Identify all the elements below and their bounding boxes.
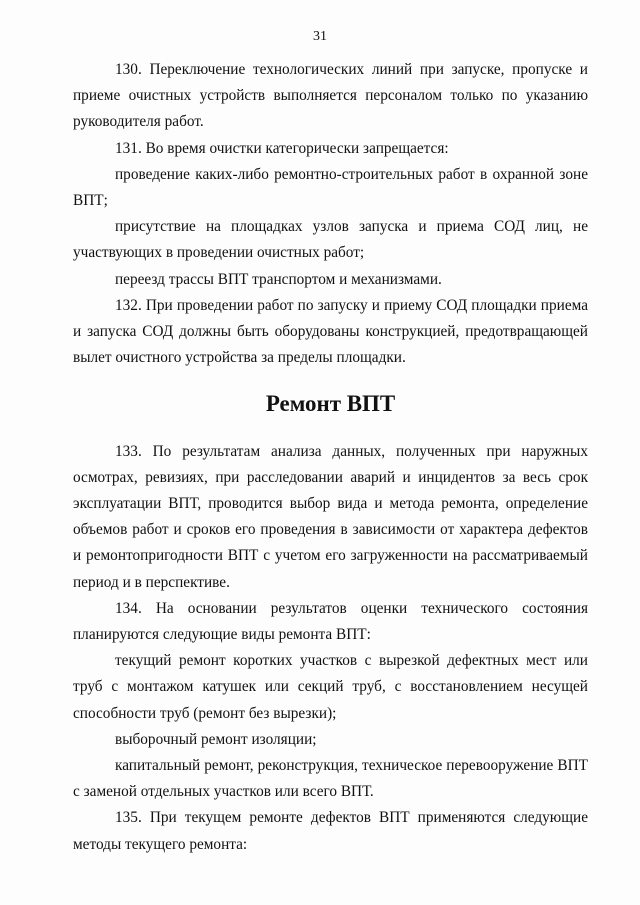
paragraph-133: 133. По результатам анализа данных, полученных при наружных осмотрах, ревизиях, при расследовании аварий и инцидентов за весь срок эксплуатации ВПТ, проводится выбор вида и метода ремонта, определение объемов работ и сроков его проведения в зависимости от характера дефектов и ремонтопригодности ВПТ с учетом его загруженности на рассматриваемый период и в перспективе. [73, 442, 588, 591]
section-heading: Ремонт ВПТ [265, 391, 396, 417]
list-item-repair-works: проведение каких-либо ремонтно-строительных работ в охранной зоне ВПТ; [73, 165, 588, 210]
list-item-capital-repair: капитальный ремонт, реконструкция, техническое перевооружение ВПТ с заменой отдельных участков или всего ВПТ. [73, 757, 588, 801]
paragraph-130: 130. Переключение технологических линий при запуске, пропуске и приеме очистных устройств выполняется персоналом только по указанию руководителя работ. [73, 61, 588, 131]
list-item-presence: присутствие на площадках узлов запуска и приема СОД лиц, не участвующих в проведении очистных работ; [73, 218, 588, 262]
list-item-current-repair: текущий ремонт коротких участков с вырезкой дефектных мест или труб с монтажом катушек или секций труб, с восстановлением несущей способности труб (ремонт без вырезки); [73, 652, 588, 722]
list-item-insulation-repair: выборочный ремонт изоляции; [115, 730, 317, 748]
page-number: 31 [313, 29, 327, 44]
paragraph-134: 134. На основании результатов оценки технического состояния планируются следующие виды ремонта ВПТ: [73, 599, 588, 644]
document-body [73, 57, 588, 858]
list-item-crossing: переезд трассы ВПТ транспортом и механизмами. [115, 270, 442, 288]
paragraph-135: 135. При текущем ремонте дефектов ВПТ применяются следующие методы текущего ремонта: [73, 809, 588, 853]
paragraph-132: 132. При проведении работ по запуску и приему СОД площадки приема и запуска СОД должны быть оборудованы конструкцией, предотвращающей вылет очистного устройства за пределы площадки. [73, 296, 588, 367]
paragraph-131: 131. Во время очистки категорически запрещается: [115, 139, 449, 157]
